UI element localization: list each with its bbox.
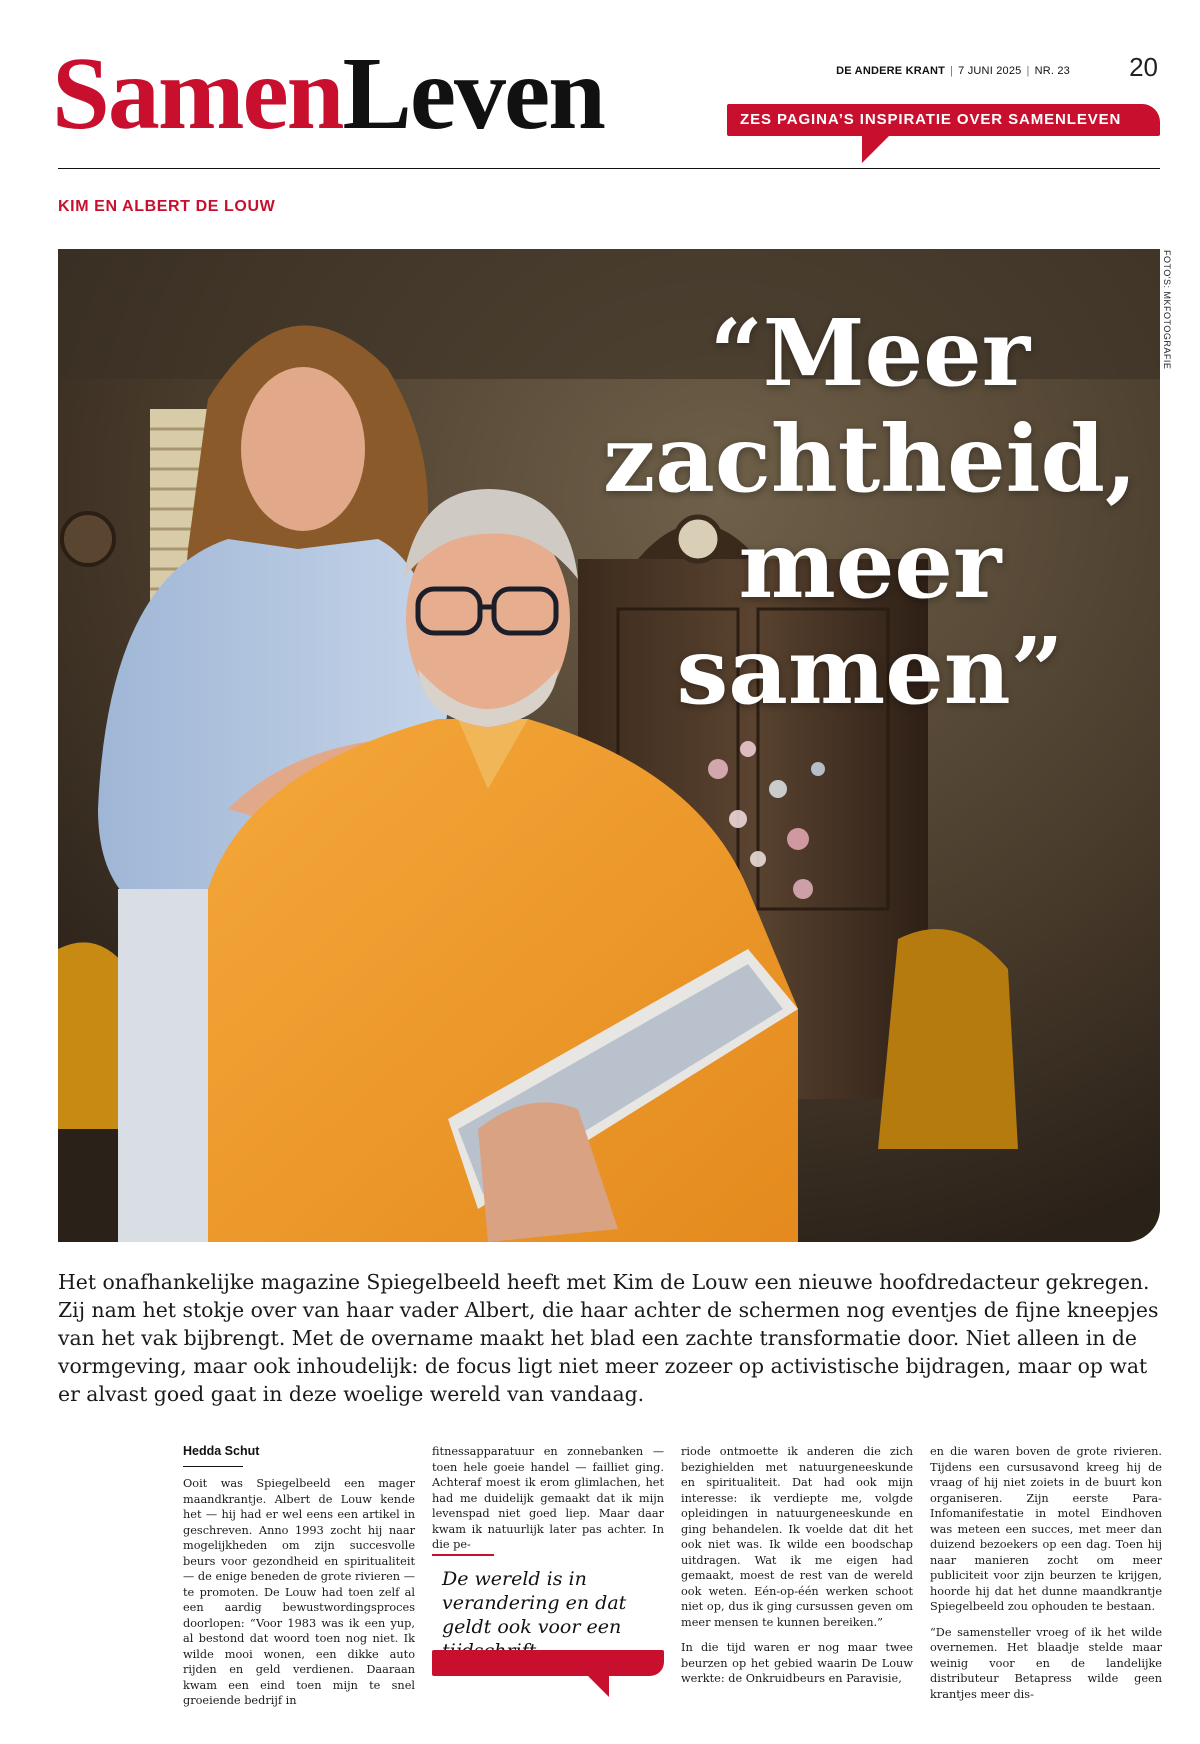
pullquote-tail: [587, 1675, 609, 1697]
publication-name: DE ANDERE KRANT: [836, 65, 946, 77]
headline-line: “Meer: [709, 299, 1031, 407]
tagline-speech-tail: [862, 135, 890, 163]
body-column-1: [183, 1476, 415, 1709]
byline: Hedda Schut: [183, 1444, 260, 1458]
headline-quote: [590, 300, 1150, 724]
headline-line: meer: [738, 511, 1002, 619]
masthead-samen: Samen: [52, 36, 343, 151]
byline-rule: [183, 1466, 243, 1467]
section-tagline: ZES PAGINA’S INSPIRATIE OVER SAMENLEVEN: [727, 104, 1160, 136]
issue-date: 7 JUNI 2025: [958, 65, 1022, 77]
issue-info: DE ANDERE KRANT | 7 JUNI 2025 | NR. 23: [836, 65, 1070, 77]
pullquote-bar: [432, 1650, 664, 1676]
body-paragraph: In die tijd waren er nog maar twee beurzen op het gebied waarin De Louw werkte: de Onkruidbeurs en Paravisie,: [681, 1641, 913, 1685]
header-divider: [58, 168, 1160, 169]
body-paragraph: en die waren boven de grote rivieren. Tijdens een cursusavond kreeg hij de vraag of hij niet zoiets in de buurt kon organiseren. Zijn eerste Para-Infomanifestatie in motel Eindhoven was meteen een succes, met meer dan duizend bezoekers op een dag. Toen hij naar manieren zocht om meer publiciteit voor zijn beurzen te krijgen, hoorde hij dat het dunne maandkrantje Spiegelbeeld zou ophouden te bestaan.: [930, 1445, 1162, 1613]
pullquote-rule: [432, 1554, 494, 1556]
headline-line: samen”: [676, 617, 1064, 725]
body-paragraph: fitnessapparatuur en zonnebanken — toen hele goeie handel — failliet ging. Achteraf moest ik erom glimlachen, het had me duidelijk gemaakt dat ik mijn levenspad niet goed liep. Maar daar kwam ik natuurlijk later pas achter. In die pe-: [432, 1445, 664, 1551]
article-intro: Het onafhankelijke magazine Spiegelbeeld heeft met Kim de Louw een nieuwe hoofdredacteur gekregen. Zij nam het stokje over van haar vader Albert, die haar achter de schermen nog eventjes de fijne kneepjes van het vak bijbrengt. Met de overname maakt het blad een zachte transformatie door. Niet alleen in de vormgeving, maar ook inhoudelijk: de focus ligt niet meer zozeer op activistische bijdragen, maar op wat er alvast goed gaat in deze woelige wereld van vandaag.: [58, 1270, 1159, 1406]
body-paragraph: riode ontmoette ik anderen die zich bezighielden met natuurgeneeskunde en spiritualiteit. Dat had ook mijn interesse: ik verdiepte me, volgde opleidingen in natuurgeneeskunde en ging behandelen. Ik voelde dat dit het ook niet was. Ik wilde een boodschap uitdragen. Wat ik me eigen had gemaakt, moest de rest van de wereld ook weten. Eén-op-één werken schoot niet op, dus ik ging cursussen geven om meer mensen te kunnen bereiken.”: [681, 1445, 913, 1629]
body-paragraph: Ooit was Spiegelbeeld een mager maandkrantje. Albert de Louw kende het — hij had er wel eens een artikel in geschreven. Anno 1993 zocht hij naar mogelijkheden om zijn succesvolle beurs voor gezondheid en spiritualiteit — de enige beneden de grote rivieren — te promoten. De Louw had toen zelf al een aardig bewustwordingsproces doorlopen: “Voor 1983 was ik een yup, al bestond dat woord toen nog niet. Ik wilde mooi wonen, een dikke auto rijden en geld verdienen. Daaraan kwam een eind toen mijn te snel groeiende bedrijf in: [183, 1477, 415, 1707]
body-column-2: [432, 1444, 664, 1553]
article-kicker: KIM EN ALBERT DE LOUW: [58, 198, 276, 215]
issue-number: NR. 23: [1034, 65, 1070, 77]
masthead-leven: Leven: [342, 36, 605, 151]
headline-line: zachtheid,: [603, 405, 1137, 513]
photo-credit: FOTO'S: MKFOTOGRAFIE: [1162, 250, 1172, 370]
pullquote: De wereld is in verandering en dat geldt ook voor een: [442, 1568, 627, 1638]
masthead-logo: [52, 36, 605, 151]
body-column-4: [930, 1444, 1162, 1702]
body-column-3: [681, 1444, 913, 1687]
body-paragraph: “De samensteller vroeg of ik het wilde overnemen. Het blaadje stelde maar weinig voor en de landelijke distributeur Betapress wilde geen krantjes meer dis-: [930, 1625, 1162, 1701]
page-number: 20: [1129, 52, 1158, 82]
